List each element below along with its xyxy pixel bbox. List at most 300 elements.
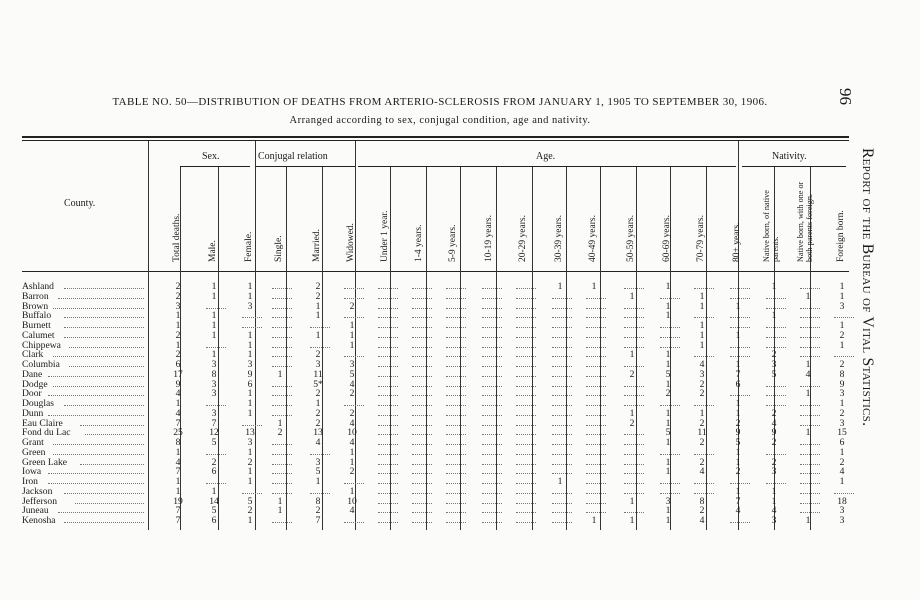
empty-cell-dots xyxy=(378,337,398,338)
leader-dots xyxy=(85,434,144,435)
cell-widowed: 10 xyxy=(347,427,357,439)
cell-y70-79: 1 xyxy=(699,407,705,419)
county-name: Iowa xyxy=(22,467,42,477)
empty-cell-dots xyxy=(586,454,606,455)
empty-cell-dots xyxy=(586,395,606,396)
cell-foreign: 1 xyxy=(839,320,845,331)
table-row xyxy=(22,398,845,409)
table-row xyxy=(22,359,845,370)
cell-female: 1 xyxy=(247,515,253,526)
empty-cell-dots xyxy=(482,376,502,377)
leader-dots xyxy=(80,464,144,465)
empty-cell-dots xyxy=(516,522,536,523)
cell-y70-79: 3 xyxy=(699,368,705,380)
empty-cell-dots xyxy=(272,386,292,387)
cell-female: 1 xyxy=(247,446,253,458)
empty-cell-dots xyxy=(730,327,750,328)
empty-cell-dots xyxy=(446,512,466,513)
cell-y80: 2 xyxy=(735,417,741,429)
empty-cell-dots xyxy=(482,493,502,494)
cell-widowed: 4 xyxy=(349,417,355,429)
empty-cell-dots xyxy=(766,405,786,406)
leader-dots xyxy=(64,317,144,318)
table-row xyxy=(22,407,845,419)
empty-cell-dots xyxy=(800,493,820,494)
empty-cell-dots xyxy=(310,347,330,348)
table-row xyxy=(22,388,845,400)
empty-cell-dots xyxy=(272,483,292,484)
table-subtitle: Arranged according to sex, conjugal condition, age and nativity. xyxy=(289,115,591,126)
cell-native-native: 2 xyxy=(771,437,777,448)
empty-cell-dots xyxy=(694,454,714,455)
empty-cell-dots xyxy=(242,327,262,328)
empty-cell-dots xyxy=(552,454,572,455)
empty-cell-dots xyxy=(800,327,820,328)
cell-married: 2 xyxy=(315,407,321,419)
empty-cell-dots xyxy=(800,503,820,504)
cell-y60-69: 1 xyxy=(665,505,671,517)
empty-cell-dots xyxy=(482,337,502,338)
empty-cell-dots xyxy=(412,317,432,318)
empty-cell-dots xyxy=(412,503,432,504)
cell-native-native: 5 xyxy=(771,368,777,380)
cell-foreign: 3 xyxy=(839,388,845,400)
cell-y40-49: 1 xyxy=(591,281,597,292)
cell-foreign: 2 xyxy=(839,359,845,370)
cell-widowed: 10 xyxy=(347,495,357,507)
column-header-female: Female. xyxy=(244,231,254,262)
empty-cell-dots xyxy=(378,327,398,328)
empty-cell-dots xyxy=(446,347,466,348)
cell-female: 1 xyxy=(247,329,253,341)
empty-cell-dots xyxy=(800,356,820,357)
empty-cell-dots xyxy=(446,444,466,445)
county-name: Dane xyxy=(22,369,43,379)
cell-female: 2 xyxy=(247,456,253,468)
empty-cell-dots xyxy=(834,493,854,494)
cell-female: 1 xyxy=(247,476,253,487)
empty-cell-dots xyxy=(272,395,292,396)
empty-cell-dots xyxy=(516,503,536,504)
nativity-rule xyxy=(742,166,846,167)
empty-cell-dots xyxy=(660,298,680,299)
cell-native-native: 4 xyxy=(771,505,777,517)
empty-cell-dots xyxy=(446,386,466,387)
sex-header: Sex. xyxy=(202,151,220,162)
cell-native-native: 1 xyxy=(771,310,777,322)
empty-cell-dots xyxy=(730,288,750,289)
empty-cell-dots xyxy=(730,522,750,523)
cell-female: 6 xyxy=(247,378,253,390)
cell-male: 2 xyxy=(211,456,217,468)
empty-cell-dots xyxy=(660,454,680,455)
empty-cell-dots xyxy=(766,327,786,328)
conjugal-rule xyxy=(255,166,355,167)
empty-cell-dots xyxy=(586,337,606,338)
cell-widowed: 1 xyxy=(349,339,355,351)
cell-total: 2 xyxy=(175,281,181,292)
column-header-y1-4: 1-4 years. xyxy=(414,224,424,262)
cell-male: 8 xyxy=(211,368,217,380)
empty-cell-dots xyxy=(446,395,466,396)
county-name: Kenosha xyxy=(22,516,56,525)
cell-y70-79: 2 xyxy=(699,456,705,468)
cell-total: 2 xyxy=(175,349,181,361)
empty-cell-dots xyxy=(730,298,750,299)
empty-cell-dots xyxy=(516,347,536,348)
empty-cell-dots xyxy=(624,444,644,445)
empty-cell-dots xyxy=(378,454,398,455)
column-header-native-foreign: Native born, with one or both parents foreign. xyxy=(796,181,814,262)
cell-female: 1 xyxy=(247,349,253,361)
empty-cell-dots xyxy=(412,512,432,513)
empty-cell-dots xyxy=(446,434,466,435)
cell-native-native: 1 xyxy=(771,485,777,497)
cell-widowed: 4 xyxy=(349,505,355,517)
leader-dots xyxy=(64,405,144,406)
empty-cell-dots xyxy=(412,425,432,426)
empty-cell-dots xyxy=(378,356,398,357)
cell-widowed: 1 xyxy=(349,456,355,468)
county-name: Jefferson xyxy=(22,496,57,506)
cell-total: 1 xyxy=(175,320,181,331)
empty-cell-dots xyxy=(586,376,606,377)
empty-cell-dots xyxy=(516,425,536,426)
cell-total: 19 xyxy=(173,495,183,507)
empty-cell-dots xyxy=(412,356,432,357)
empty-cell-dots xyxy=(586,347,606,348)
empty-cell-dots xyxy=(272,317,292,318)
county-header: County. xyxy=(64,198,96,209)
empty-cell-dots xyxy=(552,503,572,504)
empty-cell-dots xyxy=(446,483,466,484)
cell-foreign: 1 xyxy=(839,339,845,351)
table-row xyxy=(22,329,845,341)
empty-cell-dots xyxy=(586,464,606,465)
cell-male: 3 xyxy=(211,359,217,370)
cell-male: 6 xyxy=(211,466,217,478)
cell-total: 1 xyxy=(175,446,181,458)
empty-cell-dots xyxy=(272,415,292,416)
cell-foreign: 3 xyxy=(839,417,845,429)
empty-cell-dots xyxy=(552,522,572,523)
table-row xyxy=(22,456,845,468)
empty-cell-dots xyxy=(412,444,432,445)
cell-y60-69: 1 xyxy=(665,407,671,419)
county-name: Dodge xyxy=(22,379,48,389)
empty-cell-dots xyxy=(344,483,364,484)
cell-total: 7 xyxy=(175,466,181,478)
empty-cell-dots xyxy=(586,434,606,435)
cell-total: 3 xyxy=(175,300,181,312)
empty-cell-dots xyxy=(766,454,786,455)
empty-cell-dots xyxy=(272,405,292,406)
cell-total: 4 xyxy=(175,388,181,400)
empty-cell-dots xyxy=(516,395,536,396)
cell-married: 11 xyxy=(313,368,323,380)
cell-y70-79: 2 xyxy=(699,388,705,400)
empty-cell-dots xyxy=(586,356,606,357)
empty-cell-dots xyxy=(516,444,536,445)
empty-cell-dots xyxy=(694,317,714,318)
column-header-y70-79: 70-79 years. xyxy=(696,215,706,262)
empty-cell-dots xyxy=(624,493,644,494)
empty-cell-dots xyxy=(272,366,292,367)
empty-cell-dots xyxy=(516,483,536,484)
empty-cell-dots xyxy=(660,347,680,348)
empty-cell-dots xyxy=(272,327,292,328)
cell-male: 14 xyxy=(209,495,219,507)
empty-cell-dots xyxy=(516,366,536,367)
cell-foreign: 2 xyxy=(839,329,845,341)
leader-dots xyxy=(58,298,144,299)
leader-dots xyxy=(53,308,144,309)
empty-cell-dots xyxy=(412,288,432,289)
empty-cell-dots xyxy=(730,395,750,396)
cell-total: 2 xyxy=(175,290,181,302)
empty-cell-dots xyxy=(482,415,502,416)
empty-cell-dots xyxy=(378,415,398,416)
empty-cell-dots xyxy=(378,434,398,435)
cell-y70-79: 1 xyxy=(699,300,705,312)
cell-total: 9 xyxy=(175,378,181,390)
empty-cell-dots xyxy=(766,337,786,338)
cell-widowed: 5 xyxy=(349,368,355,380)
empty-cell-dots xyxy=(552,473,572,474)
leader-dots xyxy=(48,376,144,377)
column-header-y5-9: 5-9 years. xyxy=(448,224,458,262)
empty-cell-dots xyxy=(378,483,398,484)
column-header-y60-69: 60-69 years. xyxy=(662,215,672,262)
table-row xyxy=(22,350,842,359)
empty-cell-dots xyxy=(624,464,644,465)
cell-y80: 1 xyxy=(735,398,741,409)
empty-cell-dots xyxy=(586,493,606,494)
cell-total: 6 xyxy=(175,359,181,370)
empty-cell-dots xyxy=(552,405,572,406)
empty-cell-dots xyxy=(482,366,502,367)
cell-married: 2 xyxy=(315,388,321,400)
county-name: Douglas xyxy=(22,399,54,408)
cell-total: 1 xyxy=(175,339,181,351)
cell-male: 3 xyxy=(211,378,217,390)
empty-cell-dots xyxy=(272,347,292,348)
empty-cell-dots xyxy=(378,376,398,377)
table-row xyxy=(22,417,845,429)
empty-cell-dots xyxy=(378,308,398,309)
cell-foreign: 8 xyxy=(839,368,845,380)
empty-cell-dots xyxy=(482,308,502,309)
empty-cell-dots xyxy=(660,483,680,484)
cell-native-foreign: 1 xyxy=(805,290,811,302)
cell-y60-69: 1 xyxy=(665,359,671,370)
cell-married: 2 xyxy=(315,290,321,302)
empty-cell-dots xyxy=(446,337,466,338)
cell-foreign: 9 xyxy=(839,378,845,390)
empty-cell-dots xyxy=(272,337,292,338)
empty-cell-dots xyxy=(344,298,364,299)
empty-cell-dots xyxy=(516,308,536,309)
cell-single: 2 xyxy=(277,427,283,439)
empty-cell-dots xyxy=(516,356,536,357)
empty-cell-dots xyxy=(800,415,820,416)
empty-cell-dots xyxy=(516,337,536,338)
cell-y30-39: 1 xyxy=(557,281,563,292)
cell-y60-69: 1 xyxy=(665,349,671,361)
cell-single: 1 xyxy=(277,368,283,380)
empty-cell-dots xyxy=(660,405,680,406)
cell-female: 1 xyxy=(247,339,253,351)
empty-cell-dots xyxy=(586,444,606,445)
column-header-y10-19: 10-19 years. xyxy=(484,215,494,262)
empty-cell-dots xyxy=(482,473,502,474)
empty-cell-dots xyxy=(766,483,786,484)
empty-cell-dots xyxy=(378,317,398,318)
empty-cell-dots xyxy=(412,483,432,484)
empty-cell-dots xyxy=(624,366,644,367)
empty-cell-dots xyxy=(446,327,466,328)
empty-cell-dots xyxy=(412,434,432,435)
empty-cell-dots xyxy=(516,288,536,289)
cell-male: 1 xyxy=(211,329,217,341)
cell-female: 2 xyxy=(247,505,253,517)
empty-cell-dots xyxy=(552,512,572,513)
cell-married: 5 xyxy=(315,466,321,478)
top-rule xyxy=(22,136,849,138)
empty-cell-dots xyxy=(206,454,226,455)
empty-cell-dots xyxy=(378,405,398,406)
empty-cell-dots xyxy=(660,493,680,494)
cell-y80: 1 xyxy=(735,456,741,468)
empty-cell-dots xyxy=(482,512,502,513)
empty-cell-dots xyxy=(552,308,572,309)
empty-cell-dots xyxy=(586,503,606,504)
empty-cell-dots xyxy=(660,337,680,338)
leader-dots xyxy=(53,356,144,357)
empty-cell-dots xyxy=(482,317,502,318)
leader-dots xyxy=(48,473,144,474)
leader-dots xyxy=(53,386,144,387)
county-name: Burnett xyxy=(22,321,51,330)
empty-cell-dots xyxy=(586,298,606,299)
empty-cell-dots xyxy=(800,483,820,484)
cell-native-foreign: 1 xyxy=(805,427,811,439)
empty-cell-dots xyxy=(344,522,364,523)
cell-y80: 1 xyxy=(735,485,741,497)
column-header-y40-49: 40-49 years. xyxy=(588,215,598,262)
column-header-foreign: Foreign born. xyxy=(836,210,846,262)
cell-native-native: 4 xyxy=(771,417,777,429)
table-row xyxy=(22,437,845,448)
empty-cell-dots xyxy=(272,493,292,494)
cell-y50-59: 1 xyxy=(629,515,635,526)
empty-cell-dots xyxy=(412,464,432,465)
cell-female: 3 xyxy=(247,437,253,448)
empty-cell-dots xyxy=(586,386,606,387)
cell-y80: 5 xyxy=(735,437,741,448)
empty-cell-dots xyxy=(766,386,786,387)
cell-y60-69: 5 xyxy=(665,368,671,380)
table-row xyxy=(22,281,845,292)
empty-cell-dots xyxy=(412,308,432,309)
cell-y50-59: 1 xyxy=(629,407,635,419)
cell-y80: 1 xyxy=(735,359,741,370)
empty-cell-dots xyxy=(694,288,714,289)
empty-cell-dots xyxy=(624,395,644,396)
empty-cell-dots xyxy=(516,512,536,513)
table-row xyxy=(22,368,845,380)
empty-cell-dots xyxy=(272,444,292,445)
cell-y80: 2 xyxy=(735,466,741,478)
column-header-male: Male. xyxy=(208,240,218,262)
empty-cell-dots xyxy=(800,337,820,338)
sex-rule xyxy=(180,166,250,167)
leader-dots xyxy=(64,327,144,328)
top-rule-thin xyxy=(22,140,849,141)
cell-widowed: 1 xyxy=(349,320,355,331)
cell-y80: 1 xyxy=(735,300,741,312)
cell-foreign: 6 xyxy=(839,437,845,448)
cell-y70-79: 4 xyxy=(699,515,705,526)
county-name: Clark xyxy=(22,350,44,360)
leader-dots xyxy=(53,444,144,445)
cell-y70-79: 1 xyxy=(699,329,705,341)
cell-y70-79: 2 xyxy=(699,417,705,429)
empty-cell-dots xyxy=(344,288,364,289)
cell-married: 2 xyxy=(315,281,321,292)
cell-y60-69: 1 xyxy=(665,281,671,292)
empty-cell-dots xyxy=(552,317,572,318)
empty-cell-dots xyxy=(378,444,398,445)
column-header-native-native: Native born, of native parents. xyxy=(762,190,780,262)
cell-y50-59: 1 xyxy=(629,349,635,361)
table-row xyxy=(22,487,842,496)
cell-foreign: 1 xyxy=(839,281,845,292)
empty-cell-dots xyxy=(800,512,820,513)
leader-dots xyxy=(69,347,144,348)
cell-y60-69: 1 xyxy=(665,300,671,312)
empty-cell-dots xyxy=(800,405,820,406)
nativity-header: Nativity. xyxy=(772,151,807,162)
empty-cell-dots xyxy=(482,386,502,387)
empty-cell-dots xyxy=(552,327,572,328)
empty-cell-dots xyxy=(516,317,536,318)
leader-dots xyxy=(64,522,144,523)
cell-y60-69: 2 xyxy=(665,388,671,400)
cell-y70-79: 8 xyxy=(699,495,705,507)
empty-cell-dots xyxy=(516,386,536,387)
empty-cell-dots xyxy=(800,308,820,309)
empty-cell-dots xyxy=(624,347,644,348)
empty-cell-dots xyxy=(412,298,432,299)
cell-male: 1 xyxy=(211,281,217,292)
empty-cell-dots xyxy=(586,308,606,309)
empty-cell-dots xyxy=(516,464,536,465)
cell-y60-69: 1 xyxy=(665,437,671,448)
cell-native-native: 2 xyxy=(771,349,777,361)
age-rule xyxy=(358,166,736,167)
cell-native-foreign: 1 xyxy=(805,515,811,526)
empty-cell-dots xyxy=(482,395,502,396)
cell-total: 17 xyxy=(173,368,183,380)
cell-widowed: 2 xyxy=(349,388,355,400)
cell-y50-59: 2 xyxy=(629,368,635,380)
county-name: Juneau xyxy=(22,506,49,516)
cell-married: 2 xyxy=(315,505,321,517)
county-name: Chippewa xyxy=(22,340,61,350)
empty-cell-dots xyxy=(412,395,432,396)
cell-female: 1 xyxy=(247,281,253,292)
